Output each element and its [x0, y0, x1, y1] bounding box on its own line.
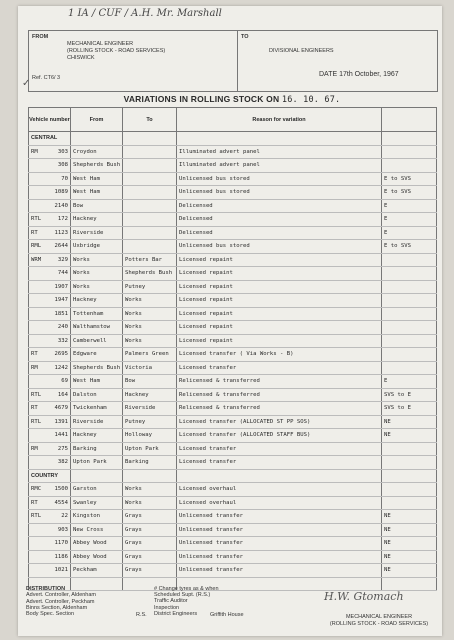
- vehicle-number: 2644: [54, 243, 68, 249]
- vehicle-cell: [29, 280, 71, 294]
- vehicle-cell: [29, 375, 71, 389]
- reason-cell: Licensed transfer ( Via Works - B): [177, 348, 382, 362]
- section-cell-empty: [123, 132, 177, 146]
- reason-cell: Licensed repaint: [177, 334, 382, 348]
- vehicle-class: RTL: [31, 391, 42, 398]
- from-cell: Garston: [71, 483, 123, 497]
- reason-cell: Relicensed & transferred: [177, 388, 382, 402]
- extra-cell: [382, 334, 437, 348]
- to-label: TO: [241, 34, 249, 40]
- reason-cell: Licensed repaint: [177, 253, 382, 267]
- table-row: [29, 442, 437, 456]
- vehicle-number: 1170: [54, 540, 68, 546]
- from-cell: Croydon: [71, 145, 123, 159]
- extra-cell: NE: [382, 550, 437, 564]
- to-cell: Works: [123, 483, 177, 497]
- to-cell: Works: [123, 294, 177, 308]
- vehicle-class: RTL: [31, 418, 42, 425]
- vehicle-class: RT: [31, 405, 38, 411]
- from-cell: Dalston: [71, 388, 123, 402]
- reason-cell: Illuminated advert panel: [177, 159, 382, 173]
- extra-cell: [382, 159, 437, 173]
- reason-cell: Licensed transfer: [177, 456, 382, 470]
- middle-item: Inspection: [154, 604, 180, 611]
- vehicle-number: 1947: [54, 297, 68, 303]
- vehicle-cell: [29, 307, 71, 321]
- to-cell: Holloway: [123, 429, 177, 443]
- reason-cell: Unlicensed bus stored: [177, 240, 382, 254]
- col-from: From: [71, 108, 123, 132]
- extra-cell: NE: [382, 429, 437, 443]
- distribution-list: [26, 586, 96, 617]
- extra-cell: [382, 253, 437, 267]
- vehicle-cell: [29, 523, 71, 537]
- table-row: [29, 199, 437, 213]
- table-row: [29, 334, 437, 348]
- col-reason: Reason for variation: [177, 108, 382, 132]
- table-row: [29, 226, 437, 240]
- reason-cell: Licensed repaint: [177, 321, 382, 335]
- vehicle-class: RTL: [31, 216, 42, 222]
- vehicle-number: 744: [57, 270, 68, 276]
- table-row: [29, 483, 437, 497]
- extra-cell: E: [382, 213, 437, 227]
- reason-cell: Unlicensed bus stored: [177, 186, 382, 200]
- table-row: [29, 523, 437, 537]
- to-cell: Riverside: [123, 402, 177, 416]
- distribution-title: DISTRIBUTION: [26, 586, 66, 592]
- vehicle-cell: [29, 361, 71, 375]
- section-row: [29, 132, 437, 146]
- vehicle-class: RT: [31, 499, 38, 506]
- vehicle-cell: [29, 159, 71, 173]
- vehicle-cell: [29, 510, 71, 524]
- extra-cell: [382, 483, 437, 497]
- to-cell: Works: [123, 307, 177, 321]
- vehicle-number: 4679: [54, 405, 68, 411]
- reason-cell: Licensed repaint: [177, 267, 382, 281]
- extra-cell: NE: [382, 510, 437, 524]
- to-cell: [123, 213, 177, 227]
- to-cell: [123, 226, 177, 240]
- table-row: [29, 510, 437, 524]
- reason-cell: Licensed repaint: [177, 294, 382, 308]
- signature: H.W. Gtomach: [324, 590, 404, 603]
- table-row: [29, 361, 437, 375]
- vehicle-number: 4554: [54, 499, 68, 506]
- extra-cell: SVS to E: [382, 388, 437, 402]
- reason-cell: Relicensed & transferred: [177, 375, 382, 389]
- vehicle-number: 70: [61, 175, 68, 182]
- from-cell: Swanley: [71, 496, 123, 510]
- reason-cell: Licensed transfer (ALLOCATED STAFF BUS): [177, 429, 382, 443]
- reason-cell: Illuminated advert panel: [177, 145, 382, 159]
- to-cell: Putney: [123, 415, 177, 429]
- middle-list: [154, 586, 219, 617]
- vehicle-cell: [29, 442, 71, 456]
- to-text: DIVISIONAL ENGINEERS: [269, 48, 334, 54]
- from-cell: Tottenham: [71, 307, 123, 321]
- section-cell-empty: [177, 132, 382, 146]
- table-row: [29, 456, 437, 470]
- col-to: To: [123, 108, 177, 132]
- vehicle-cell: [29, 334, 71, 348]
- extra-cell: [382, 456, 437, 470]
- vehicle-number: 1500: [54, 486, 68, 492]
- table-row: [29, 348, 437, 362]
- vehicle-number: 308: [57, 162, 68, 168]
- table-row: [29, 415, 437, 429]
- from-cell: West Ham: [71, 172, 123, 186]
- table-row: [29, 550, 437, 564]
- table-row: [29, 496, 437, 510]
- extra-cell: [382, 321, 437, 335]
- extra-cell: [382, 307, 437, 321]
- extra-cell: NE: [382, 415, 437, 429]
- vehicle-class: RTL: [31, 513, 42, 519]
- from-cell: Abbey Wood: [71, 550, 123, 564]
- from-cell: Edgware: [71, 348, 123, 362]
- vehicle-cell: [29, 267, 71, 281]
- header-box: [28, 30, 438, 92]
- to-cell: Grays: [123, 550, 177, 564]
- from-line2: (ROLLING STOCK - ROAD SERVICES): [67, 48, 166, 54]
- vehicle-number: 2140: [54, 202, 68, 209]
- table-body: [29, 132, 437, 591]
- vehicle-number: 69: [61, 378, 68, 384]
- vehicle-cell: [29, 496, 71, 510]
- to-cell: Grays: [123, 523, 177, 537]
- vehicle-class: RMC: [31, 486, 42, 492]
- ref-number: Ref. CT6/ 3: [32, 75, 61, 81]
- header-date: DATE 17th October, 1967: [319, 71, 399, 78]
- vehicle-number: 172: [57, 216, 68, 222]
- reason-cell: Unlicensed transfer: [177, 550, 382, 564]
- to-cell: Hackney: [123, 388, 177, 402]
- to-cell: Works: [123, 496, 177, 510]
- from-cell: Bow: [71, 199, 123, 213]
- from-cell: Walthamstow: [71, 321, 123, 335]
- vehicle-number: 1021: [54, 567, 68, 573]
- vehicle-number: 1089: [54, 189, 68, 195]
- sig-title-line1: MECHANICAL ENGINEER: [345, 614, 413, 620]
- table-row: [29, 375, 437, 389]
- variations-table: [28, 107, 437, 591]
- to-cell: Bow: [123, 375, 177, 389]
- reason-cell: Unlicensed bus stored: [177, 172, 382, 186]
- vehicle-cell: [29, 172, 71, 186]
- from-cell: Camberwell: [71, 334, 123, 348]
- vehicle-cell: [29, 240, 71, 254]
- extra-cell: E: [382, 226, 437, 240]
- from-cell: Works: [71, 280, 123, 294]
- rs-label: R.S.: [136, 612, 147, 618]
- extra-cell: [382, 348, 437, 362]
- from-cell: West Ham: [71, 375, 123, 389]
- vehicle-cell: [29, 145, 71, 159]
- footer: [26, 586, 436, 634]
- vehicle-number: 382: [57, 459, 68, 465]
- section-cell-empty: [123, 469, 177, 483]
- to-cell: Grays: [123, 564, 177, 578]
- table-row: [29, 267, 437, 281]
- margin-tick-mark: ✓: [22, 78, 31, 89]
- from-cell: Works: [71, 253, 123, 267]
- section-row: [29, 469, 437, 483]
- extra-cell: [382, 267, 437, 281]
- table-row: [29, 321, 437, 335]
- vehicle-cell: [29, 294, 71, 308]
- extra-cell: [382, 145, 437, 159]
- vehicle-number: 903: [57, 526, 68, 533]
- to-cell: [123, 159, 177, 173]
- extra-cell: [382, 442, 437, 456]
- from-cell: Shepherds Bush: [71, 159, 123, 173]
- vehicle-cell: [29, 402, 71, 416]
- table-row: [29, 213, 437, 227]
- reason-cell: Licensed transfer: [177, 442, 382, 456]
- vehicle-number: 240: [57, 324, 68, 330]
- to-cell: Palmers Green: [123, 348, 177, 362]
- reason-cell: Licensed transfer: [177, 361, 382, 375]
- to-cell: Upton Park: [123, 442, 177, 456]
- table-row: [29, 145, 437, 159]
- document-sheet: [18, 6, 442, 636]
- reason-cell: Licensed overhaul: [177, 496, 382, 510]
- from-label: FROM: [32, 34, 49, 40]
- section-cell-empty: [71, 469, 123, 483]
- reason-cell: Delicensed: [177, 226, 382, 240]
- vehicle-number: 1186: [54, 553, 68, 560]
- to-cell: Potters Bar: [123, 253, 177, 267]
- griffith-house: Griffith House: [210, 612, 244, 618]
- distribution-item: Body Spec. Section: [26, 611, 75, 618]
- vehicle-cell: [29, 537, 71, 551]
- table-row: [29, 388, 437, 402]
- section-name: COUNTRY: [29, 469, 71, 483]
- reason-cell: Relicensed & transferred: [177, 402, 382, 416]
- vehicle-cell: [29, 186, 71, 200]
- section-cell-empty: [382, 469, 437, 483]
- table-row: [29, 307, 437, 321]
- reason-cell: Unlicensed transfer: [177, 510, 382, 524]
- from-cell: Hackney: [71, 294, 123, 308]
- reason-cell: Licensed overhaul: [177, 483, 382, 497]
- from-cell: Kingston: [71, 510, 123, 524]
- extra-cell: E to SVS: [382, 186, 437, 200]
- table-row: [29, 240, 437, 254]
- to-cell: Grays: [123, 510, 177, 524]
- table-row: [29, 280, 437, 294]
- to-cell: Grays: [123, 537, 177, 551]
- to-cell: [123, 186, 177, 200]
- table-row: [29, 186, 437, 200]
- vehicle-number: 329: [57, 256, 68, 263]
- extra-cell: NE: [382, 523, 437, 537]
- handwritten-note: 1 IA / CUF / A.H. Mr. Marshall: [68, 8, 222, 19]
- reason-cell: Unlicensed transfer: [177, 523, 382, 537]
- vehicle-class: RM: [31, 148, 38, 155]
- middle-item: District Engineers: [154, 610, 198, 617]
- vehicle-number: 332: [57, 337, 68, 344]
- section-name: CENTRAL: [29, 132, 71, 146]
- reason-cell: Licensed repaint: [177, 307, 382, 321]
- from-cell: Uxbridge: [71, 240, 123, 254]
- to-cell: [123, 199, 177, 213]
- extra-cell: [382, 496, 437, 510]
- distribution-item: Advert. Controller, Peckham: [26, 598, 95, 605]
- table-row: [29, 402, 437, 416]
- from-cell: Works: [71, 267, 123, 281]
- vehicle-cell: [29, 253, 71, 267]
- to-cell: [123, 145, 177, 159]
- col-vehicle: Vehicle number: [29, 108, 71, 132]
- to-cell: Putney: [123, 280, 177, 294]
- from-cell: Hackney: [71, 429, 123, 443]
- vehicle-cell: [29, 388, 71, 402]
- extra-cell: NE: [382, 537, 437, 551]
- vehicle-cell: [29, 550, 71, 564]
- vehicle-cell: [29, 564, 71, 578]
- vehicle-number: 22: [61, 513, 68, 519]
- to-cell: Shepherds Bush: [123, 267, 177, 281]
- extra-cell: E to SVS: [382, 240, 437, 254]
- distribution-item: Binns Section, Aldenham: [26, 604, 88, 611]
- extra-cell: [382, 280, 437, 294]
- vehicle-number: 303: [57, 148, 68, 155]
- reason-cell: Licensed transfer (ALLOCATED ST PP SOS): [177, 415, 382, 429]
- header-divider: [237, 31, 238, 91]
- extra-cell: E: [382, 199, 437, 213]
- vehicle-cell: [29, 456, 71, 470]
- middle-item: # Change tyres as & when: [154, 586, 219, 592]
- vehicle-cell: [29, 226, 71, 240]
- page-title: [28, 94, 436, 105]
- from-cell: Barking: [71, 442, 123, 456]
- extra-cell: E: [382, 375, 437, 389]
- reason-cell: Unlicensed transfer: [177, 537, 382, 551]
- from-cell: New Cross: [71, 523, 123, 537]
- reason-cell: Unlicensed transfer: [177, 564, 382, 578]
- vehicle-number: 1441: [54, 432, 68, 438]
- vehicle-number: 2695: [54, 351, 68, 357]
- from-line1: MECHANICAL ENGINEER: [67, 41, 134, 47]
- table-row: [29, 564, 437, 578]
- vehicle-number: 1907: [54, 283, 68, 290]
- sig-title-line2: (ROLLING STOCK - ROAD SERVICES): [329, 620, 429, 627]
- vehicle-class: WRM: [31, 256, 42, 263]
- reason-cell: Licensed repaint: [177, 280, 382, 294]
- to-cell: [123, 172, 177, 186]
- title-date: 16. 10. 67.: [281, 95, 341, 105]
- from-cell: West Ham: [71, 186, 123, 200]
- table-row: [29, 172, 437, 186]
- vehicle-cell: [29, 415, 71, 429]
- from-cell: Twickenham: [71, 402, 123, 416]
- section-cell-empty: [177, 469, 382, 483]
- extra-cell: [382, 294, 437, 308]
- from-cell: Riverside: [71, 226, 123, 240]
- extra-cell: E to SVS: [382, 172, 437, 186]
- table-row: [29, 429, 437, 443]
- vehicle-number: 275: [57, 445, 68, 452]
- vehicle-number: 1851: [54, 310, 68, 317]
- table-row: [29, 537, 437, 551]
- vehicle-class: RM: [31, 364, 38, 371]
- from-cell: Upton Park: [71, 456, 123, 470]
- signature-title: [324, 614, 434, 627]
- section-cell-empty: [382, 132, 437, 146]
- middle-item: Scheduled Supt. (R.S.): [154, 592, 211, 599]
- table-row: [29, 253, 437, 267]
- title-text: VARIATIONS IN ROLLING STOCK ON: [123, 94, 280, 104]
- extra-cell: SVS to E: [382, 402, 437, 416]
- distribution-item: Advert. Controller, Aldenham: [26, 592, 97, 599]
- vehicle-cell: [29, 321, 71, 335]
- vehicle-class: RML: [31, 243, 42, 249]
- to-cell: Works: [123, 321, 177, 335]
- vehicle-class: RT: [31, 229, 38, 236]
- extra-cell: [382, 361, 437, 375]
- section-cell-empty: [71, 132, 123, 146]
- vehicle-cell: [29, 483, 71, 497]
- vehicle-class: RM: [31, 445, 38, 452]
- table-header-row: [29, 108, 437, 132]
- vehicle-cell: [29, 348, 71, 362]
- to-cell: Victoria: [123, 361, 177, 375]
- vehicle-cell: [29, 429, 71, 443]
- to-cell: Barking: [123, 456, 177, 470]
- table-row: [29, 159, 437, 173]
- vehicle-number: 1391: [54, 418, 68, 425]
- from-cell: Abbey Wood: [71, 537, 123, 551]
- from-cell: Peckham: [71, 564, 123, 578]
- reason-cell: Delicensed: [177, 213, 382, 227]
- to-cell: Works: [123, 334, 177, 348]
- vehicle-cell: [29, 199, 71, 213]
- middle-item: Traffic Auditor: [154, 598, 188, 605]
- to-cell: [123, 240, 177, 254]
- from-line3: CHISWICK: [67, 55, 95, 61]
- col-extra: [382, 108, 437, 132]
- vehicle-number: 1242: [54, 364, 68, 371]
- reason-cell: Delicensed: [177, 199, 382, 213]
- vehicle-number: 164: [57, 391, 68, 398]
- extra-cell: NE: [382, 564, 437, 578]
- vehicle-class: RT: [31, 351, 38, 357]
- from-cell: Hackney: [71, 213, 123, 227]
- vehicle-number: 1123: [54, 229, 68, 236]
- from-cell: Riverside: [71, 415, 123, 429]
- table-row: [29, 294, 437, 308]
- from-cell: Shepherds Bush: [71, 361, 123, 375]
- vehicle-cell: [29, 213, 71, 227]
